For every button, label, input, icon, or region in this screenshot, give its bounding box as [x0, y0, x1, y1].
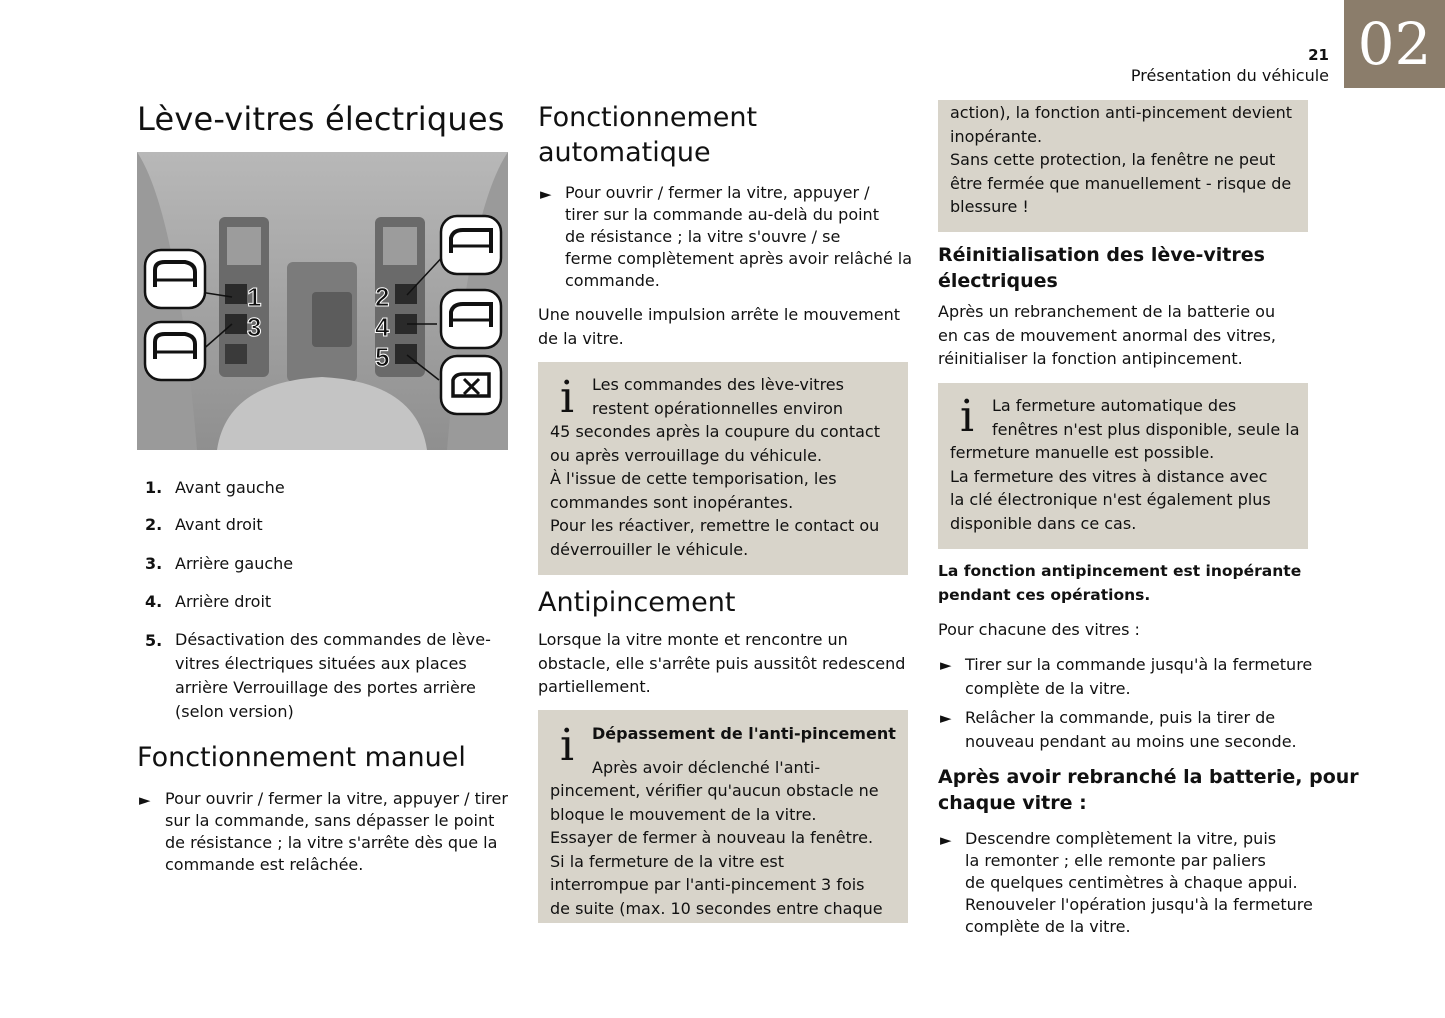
info-text: action), la fonction anti-pincement devient inopérante. Sans cette protection, la fenêtre ne peut être fermée que manuellement - risque de blessure ! [950, 103, 1293, 216]
reinit-text: Après un rebranchement de la batterie ou en cas de mouvement anormal des vitres, réinitialiser la fonction antipincement. [938, 302, 1276, 368]
section-title: Présentation du véhicule [1130, 66, 1329, 85]
bullet-arrow-icon: ► [540, 185, 552, 203]
info-icon: i [560, 372, 575, 423]
info-title: Dépassement de l'anti-pincement [592, 724, 896, 743]
list-number: 2. [145, 515, 163, 534]
reinit-title: Réinitialisation des lève-vitres électriques [938, 244, 1265, 292]
info-text: La fermeture automatique des fenêtres n'est plus disponible, seule la [992, 396, 1300, 439]
page-number: 21 [1308, 46, 1329, 64]
info-text: Après avoir déclenché l'anti- [592, 758, 821, 777]
bullet-arrow-icon: ► [940, 831, 952, 849]
info-icon: i [560, 720, 575, 771]
window-switch-photo [137, 152, 508, 450]
bullet-text: Tirer sur la commande jusqu'à la fermeture complète de la vitre. [965, 655, 1313, 698]
chapter-tab: 02 [1344, 0, 1445, 88]
bullet-text: Relâcher la commande, puis la tirer de nouveau pendant au moins une seconde. [965, 708, 1297, 751]
info-box-timeout [538, 362, 908, 575]
manual-title: Fonctionnement manuel [137, 742, 466, 773]
list-number: 1. [145, 478, 163, 497]
front-right-window-icon [441, 216, 501, 274]
list-item: Avant gauche [175, 478, 285, 497]
list-item: Arrière gauche [175, 554, 294, 573]
bullet-arrow-icon: ► [940, 656, 952, 674]
info-text: 45 secondes après la coupure du contact ou après verrouillage du véhicule. À l'issue de cette temporisation, les commandes sont inopérantes. Pour les réactiver, remettre le contact ou déverrouiller le véhicule. [550, 422, 880, 559]
antipinch-title: Antipincement [538, 587, 736, 618]
list-number: 4. [145, 592, 163, 611]
info-text: fermeture manuelle est possible. La fermeture des vitres à distance avec la clé électronique n'est également plus disponible dans ce cas. [950, 443, 1271, 533]
bullet-arrow-icon: ► [139, 791, 151, 809]
figure-label-5: 5 [375, 342, 390, 372]
list-item: Arrière droit [175, 592, 272, 611]
antipinch-text: Lorsque la vitre monte et rencontre un obstacle, elle s'arrête puis aussitôt redescend partiellement. [538, 630, 906, 696]
rear-left-window-icon [145, 322, 205, 380]
figure-label-2: 2 [375, 282, 390, 312]
figure-label-1: 1 [247, 282, 262, 312]
info-box-antipinch-continued [938, 100, 1308, 232]
info-box-auto-close [938, 383, 1308, 549]
each-window-text: Pour chacune des vitres : [938, 620, 1140, 639]
page-title: Lève-vitres électriques [137, 100, 505, 138]
list-item: Désactivation des commandes de lève- vitres électriques situées aux places arrière Verrouillage des portes arrière (selon version) [175, 630, 491, 721]
info-icon: i [960, 391, 975, 442]
console-illustration [137, 152, 508, 450]
warning-text: La fonction antipincement est inopérante pendant ces opérations. [938, 562, 1302, 604]
info-box-antipinch [538, 710, 908, 923]
child-lock-deactivation-icon [441, 356, 501, 414]
battery-title: Après avoir rebranché la batterie, pour chaque vitre : [938, 766, 1359, 814]
rear-right-window-icon [441, 290, 501, 348]
auto-title: Fonctionnement automatique [538, 102, 758, 168]
auto-bullet-text: Pour ouvrir / fermer la vitre, appuyer / tirer sur la commande au-delà du point de résistance ; la vitre s'ouvre / se ferme complètement après avoir relâché la commande. [565, 183, 913, 290]
front-left-window-icon [145, 250, 205, 308]
figure-label-4: 4 [375, 312, 390, 342]
list-item: Avant droit [175, 515, 263, 534]
info-text: pincement, vérifier qu'aucun obstacle ne bloque le mouvement de la vitre. Essayer de fermer à nouveau la fenêtre. Si la fermeture de la vitre est interrompue par l'anti-pincement 3 fois de suite (max. 10 secondes entre chaque [550, 781, 883, 918]
info-text: Les commandes des lève-vitres restent opérationnelles environ [592, 375, 844, 418]
list-number: 5. [145, 631, 163, 650]
manual-text: Pour ouvrir / fermer la vitre, appuyer / tirer sur la commande, sans dépasser le point de résistance ; la vitre s'arrête dès que la commande est relâchée. [165, 789, 508, 874]
list-number: 3. [145, 554, 163, 573]
bullet-arrow-icon: ► [940, 709, 952, 727]
auto-text: Une nouvelle impulsion arrête le mouvement de la vitre. [538, 305, 900, 348]
figure-label-3: 3 [247, 312, 262, 342]
bullet-text: Descendre complètement la vitre, puis la remonter ; elle remonte par paliers de quelques centimètres à chaque appui. Renouveler l'opération jusqu'à la fermeture complète de la vitre. [965, 829, 1313, 936]
